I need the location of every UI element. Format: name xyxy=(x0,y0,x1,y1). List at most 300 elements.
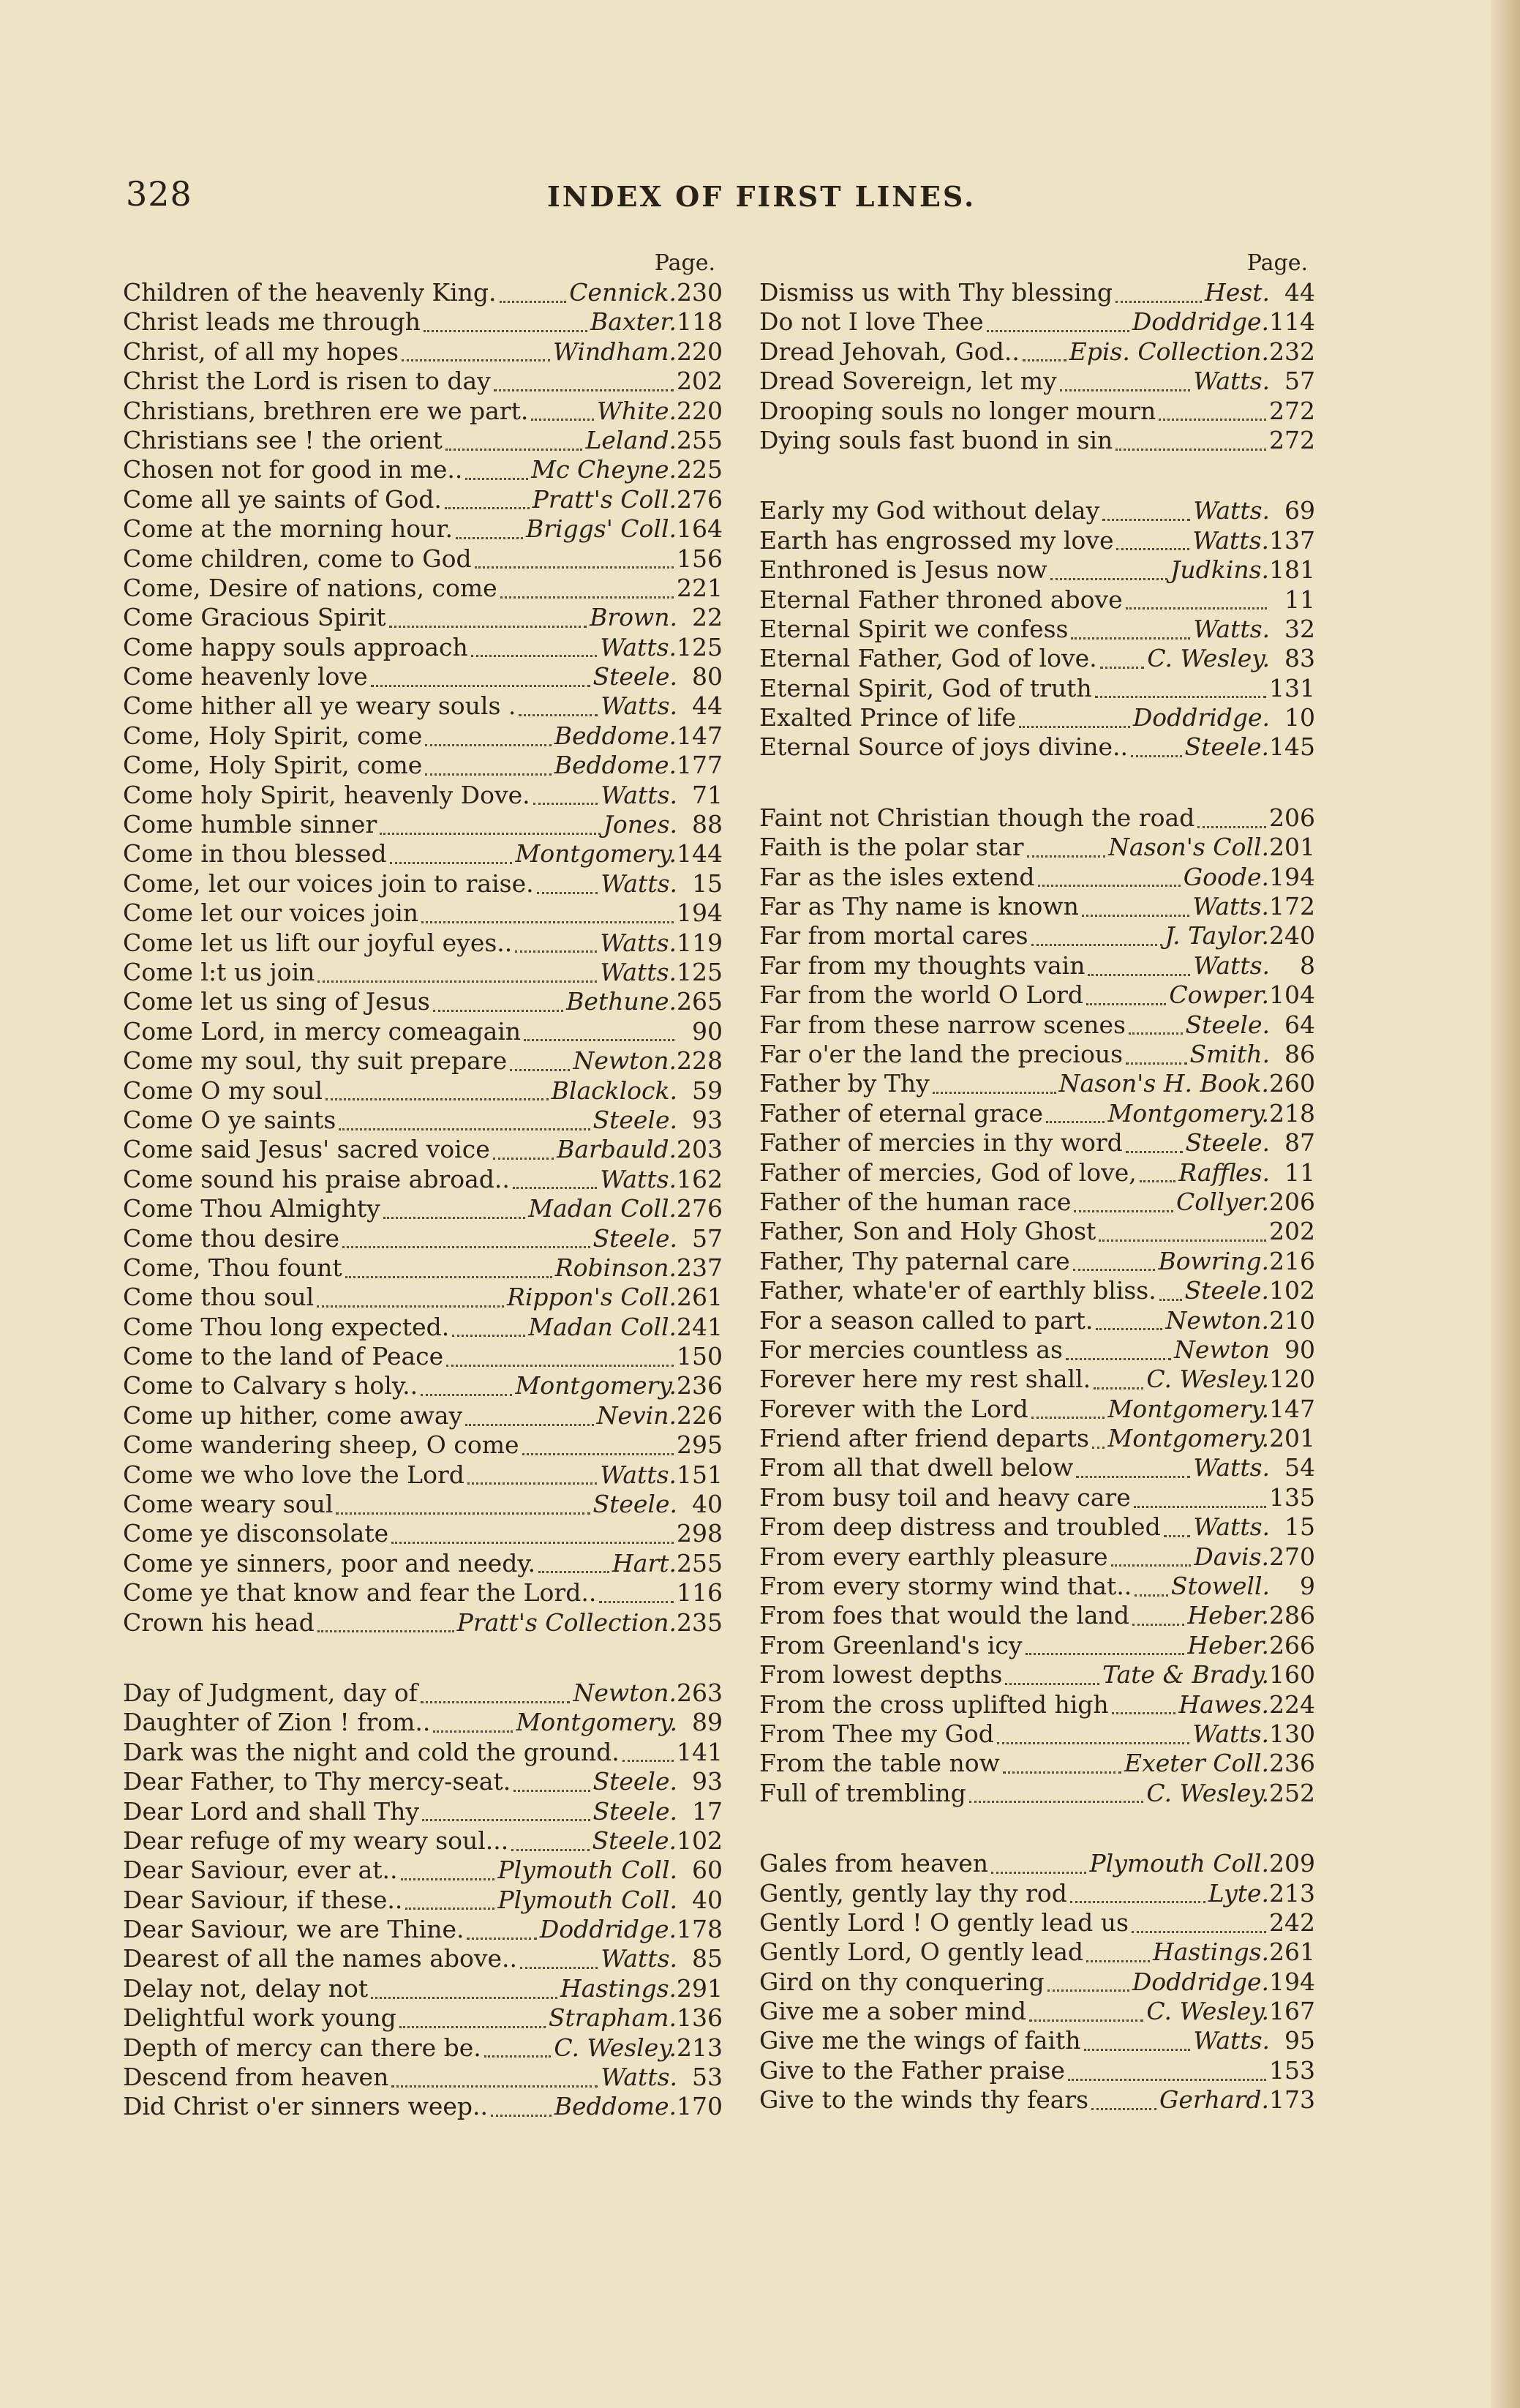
page-reference: 40 xyxy=(692,1490,723,1519)
entries-list xyxy=(123,278,723,2122)
page-reference: 95 xyxy=(1284,2026,1315,2055)
index-entry xyxy=(123,1460,723,1490)
page-reference: 144 xyxy=(677,839,723,869)
index-entry xyxy=(123,1974,723,2003)
author-source: Montgomery. xyxy=(1107,1394,1269,1423)
author-source: Watts. xyxy=(600,1460,677,1489)
author-source: Watts. xyxy=(601,869,677,898)
first-line-text: Come at the morning hour. xyxy=(123,514,454,544)
dot-leader xyxy=(969,1792,1144,1803)
page-reference: 44 xyxy=(692,691,723,721)
page-reference: 141 xyxy=(677,1737,723,1766)
author-source: White. xyxy=(596,396,677,425)
author-source: Hart. xyxy=(612,1548,677,1578)
dot-leader xyxy=(1047,1981,1129,1992)
dot-leader xyxy=(933,1083,1056,1094)
index-entry xyxy=(759,1879,1315,1908)
index-entry xyxy=(759,1365,1315,1394)
author-source: Montgomery. xyxy=(515,1371,677,1400)
author-source: Beddome. xyxy=(554,751,677,780)
dot-leader xyxy=(336,1504,590,1515)
first-line-text: Christ leads me through xyxy=(123,307,421,337)
author-source: Smith. xyxy=(1189,1039,1270,1068)
dot-leader xyxy=(391,1533,674,1544)
dot-leader xyxy=(997,1733,1189,1744)
first-line-text: Give me a sober mind xyxy=(759,1997,1026,2026)
index-entry xyxy=(123,1679,723,1708)
dot-leader xyxy=(390,853,513,864)
dot-leader xyxy=(1074,1201,1173,1212)
index-entry xyxy=(123,1519,723,1548)
author-source: Watts. xyxy=(601,691,677,721)
dot-leader xyxy=(494,380,674,391)
dot-leader xyxy=(465,469,528,480)
author-source: Stowell. xyxy=(1170,1572,1270,1601)
dot-leader xyxy=(433,1001,563,1012)
entries-list xyxy=(759,278,1315,2115)
index-entry xyxy=(759,1010,1315,1040)
dot-leader xyxy=(456,528,523,539)
author-source: Hastings. xyxy=(1152,1938,1269,1967)
dot-leader xyxy=(1159,1290,1182,1301)
dot-leader xyxy=(425,735,552,746)
page-reference: 93 xyxy=(692,1767,723,1796)
page-reference: 221 xyxy=(677,573,723,602)
author-source: Jones. xyxy=(603,810,677,839)
author-source: Raffles. xyxy=(1178,1158,1270,1187)
dot-leader xyxy=(515,942,597,953)
dot-leader xyxy=(1086,994,1166,1005)
first-line-text: Dear refuge of my weary soul... xyxy=(123,1826,509,1855)
page-reference: 172 xyxy=(1269,892,1315,921)
author-source: Watts. xyxy=(1192,525,1269,555)
index-entry xyxy=(123,1708,723,1737)
page-reference: 8 xyxy=(1300,950,1315,980)
index-entry xyxy=(759,367,1315,396)
page-reference: 83 xyxy=(1284,644,1315,673)
first-line-text: Come up hither, come away xyxy=(123,1400,463,1430)
index-entry xyxy=(123,426,723,455)
author-source: Beddome. xyxy=(554,2092,677,2121)
author-source: Beddome. xyxy=(554,721,677,750)
page-reference: 295 xyxy=(677,1430,723,1460)
page-reference: 201 xyxy=(1269,833,1315,862)
first-line-text: Full of trembling xyxy=(759,1778,966,1807)
dot-leader xyxy=(484,2047,552,2058)
index-entry xyxy=(759,1542,1315,1572)
index-entry xyxy=(759,1779,1315,1808)
page-reference: 194 xyxy=(677,899,723,928)
page-reference: 177 xyxy=(677,751,723,780)
first-line-text: Christ the Lord is risen to day xyxy=(123,367,491,396)
first-line-text: Dear Lord and shall Thy xyxy=(123,1796,420,1826)
dot-leader xyxy=(446,1356,674,1367)
first-line-text: Come weary soul xyxy=(123,1490,334,1519)
author-source: Montgomery. xyxy=(1107,1098,1269,1128)
first-line-text: Gently Lord ! O gently lead us xyxy=(759,1908,1129,1937)
page-reference: 261 xyxy=(1269,1938,1315,1967)
index-entry xyxy=(123,633,723,662)
dot-leader xyxy=(467,1474,597,1485)
first-line-text: Eternal Source of joys divine.. xyxy=(759,732,1129,762)
first-line-text: Come l:t us join xyxy=(123,957,315,986)
page-reference: 93 xyxy=(692,1105,723,1134)
dot-leader xyxy=(519,705,598,716)
page-reference: 87 xyxy=(1284,1128,1315,1158)
first-line-text: Dread Jehovah, God.. xyxy=(759,337,1020,366)
dot-leader xyxy=(1029,2011,1143,2022)
index-entry xyxy=(759,1424,1315,1453)
author-source: Lyte. xyxy=(1208,1878,1269,1908)
index-entry xyxy=(759,1188,1315,1217)
index-entry xyxy=(759,863,1315,892)
first-line-text: Father, whate'er of earthly bliss. xyxy=(759,1276,1156,1305)
page-reference: 11 xyxy=(1284,585,1315,614)
first-line-text: Come in thou blessed xyxy=(123,839,387,869)
index-entry xyxy=(759,1749,1315,1778)
dot-leader xyxy=(1102,510,1190,521)
first-line-text: Do not I love Thee xyxy=(759,307,984,337)
first-line-text: Far as the isles extend xyxy=(759,862,1035,891)
first-line-text: From every stormy wind that.. xyxy=(759,1572,1132,1601)
author-source: Doddridge. xyxy=(539,1915,677,1944)
page-reference: 64 xyxy=(1284,1010,1315,1039)
index-entry xyxy=(759,555,1315,585)
first-line-text: Father of eternal grace xyxy=(759,1098,1043,1128)
dot-leader xyxy=(371,676,590,687)
first-line-text: From Greenland's icy xyxy=(759,1630,1023,1659)
dot-leader xyxy=(1026,1644,1185,1655)
dot-leader xyxy=(1086,1951,1150,1962)
page-reference: 240 xyxy=(1269,921,1315,950)
index-entry xyxy=(123,1915,723,1944)
author-source: Newton. xyxy=(1165,1305,1269,1335)
page-reference: 119 xyxy=(677,928,723,957)
section-gap xyxy=(123,1638,723,1679)
index-entry xyxy=(759,397,1315,426)
index-entry xyxy=(759,1512,1315,1542)
page-reference: 89 xyxy=(692,1708,723,1737)
dot-leader xyxy=(1084,2040,1191,2051)
first-line-text: Come hither all ye weary souls . xyxy=(123,691,516,721)
index-entry xyxy=(123,574,723,603)
dot-leader xyxy=(1091,2099,1156,2110)
index-entry xyxy=(123,1886,723,1915)
dot-leader xyxy=(1116,539,1189,550)
dot-leader xyxy=(1073,1260,1156,1271)
first-line-text: Come ye that know and fear the Lord.. xyxy=(123,1578,597,1608)
page-reference: 162 xyxy=(677,1164,723,1193)
author-source: Nason's H. Book. xyxy=(1058,1069,1269,1098)
author-source: Hawes. xyxy=(1178,1689,1269,1719)
page-reference: 53 xyxy=(692,2063,723,2092)
page-reference: 263 xyxy=(677,1678,723,1707)
page-reference: 60 xyxy=(692,1856,723,1885)
first-line-text: Come thou desire xyxy=(123,1223,340,1253)
first-line-text: Give to the Father praise xyxy=(759,2055,1065,2085)
dot-leader xyxy=(475,558,674,569)
index-entry xyxy=(123,514,723,544)
author-source: Watts. xyxy=(600,632,677,661)
page-reference: 181 xyxy=(1269,555,1315,585)
first-line-text: Gird on thy conquering xyxy=(759,1967,1045,1996)
author-source: Watts. xyxy=(1193,1453,1270,1482)
dot-leader xyxy=(1076,1467,1190,1478)
index-entry xyxy=(759,526,1315,555)
index-entry xyxy=(759,1217,1315,1246)
index-entry xyxy=(123,1767,723,1796)
first-line-text: Gently Lord, O gently lead xyxy=(759,1938,1084,1967)
page-reference: 147 xyxy=(677,721,723,750)
first-line-text: Depth of mercy can there be. xyxy=(123,2033,481,2062)
page-reference: 160 xyxy=(1269,1660,1315,1689)
page-reference: 242 xyxy=(1269,1908,1315,1937)
author-source: Watts. xyxy=(1193,614,1270,643)
page-reference: 210 xyxy=(1269,1305,1315,1335)
first-line-text: For mercies countless as xyxy=(759,1335,1063,1364)
first-line-text: Eternal Father throned above xyxy=(759,585,1123,614)
author-source: Montgomery. xyxy=(515,839,677,869)
dot-leader xyxy=(1071,629,1190,639)
index-entry xyxy=(759,1040,1315,1069)
page-reference: 202 xyxy=(677,367,723,396)
index-entry xyxy=(759,1128,1315,1158)
page-reference: 57 xyxy=(692,1223,723,1253)
index-entry xyxy=(123,869,723,899)
index-entry xyxy=(123,958,723,987)
first-line-text: Come happy souls approach xyxy=(123,632,468,661)
first-line-text: For a season called to part. xyxy=(759,1305,1094,1335)
page-reference: 266 xyxy=(1269,1630,1315,1659)
index-entry xyxy=(123,1944,723,1973)
author-source: Robinson. xyxy=(554,1253,677,1282)
page-reference: 237 xyxy=(677,1253,723,1282)
author-source: Tate & Brady. xyxy=(1102,1660,1269,1689)
first-line-text: Far from my thoughts vain xyxy=(759,950,1086,980)
page-reference: 9 xyxy=(1300,1572,1315,1601)
author-source: C. Wesley. xyxy=(1146,1997,1269,2026)
index-entry xyxy=(123,1194,723,1223)
page-reference: 298 xyxy=(677,1519,723,1548)
author-source: Plymouth Coll. xyxy=(497,1885,677,1914)
page-number: 328 xyxy=(126,174,192,214)
page-reference: 137 xyxy=(1269,525,1315,555)
dot-leader xyxy=(1050,569,1168,580)
index-entry xyxy=(759,1938,1315,1967)
page-reference: 201 xyxy=(1269,1424,1315,1453)
dot-leader xyxy=(1197,817,1266,828)
dot-leader xyxy=(371,1988,557,1999)
page-reference: 236 xyxy=(1269,1749,1315,1778)
index-entry xyxy=(759,1690,1315,1719)
page-reference: 10 xyxy=(1284,703,1315,732)
first-line-text: Come ye sinners, poor and needy. xyxy=(123,1548,536,1578)
page-reference: 173 xyxy=(1269,2085,1315,2115)
first-line-text: Come humble sinner xyxy=(123,810,377,839)
author-source: Watts. xyxy=(1192,1719,1269,1748)
index-entry xyxy=(759,1968,1315,1997)
dot-leader xyxy=(622,1751,674,1762)
page-reference: 209 xyxy=(1269,1849,1315,1878)
index-entry xyxy=(759,703,1315,732)
first-line-text: Children of the heavenly King. xyxy=(123,278,497,307)
author-source: Steele. xyxy=(592,1223,677,1253)
first-line-text: Exalted Prince of life xyxy=(759,703,1017,732)
dot-leader xyxy=(383,1208,525,1219)
first-line-text: Come all ye saints of God. xyxy=(123,484,442,514)
dot-leader xyxy=(1023,350,1066,361)
index-entry xyxy=(123,751,723,780)
page-reference: 224 xyxy=(1269,1689,1315,1719)
author-source: Bowring. xyxy=(1158,1246,1269,1275)
author-source: Steele. xyxy=(592,1767,677,1796)
page-reference: 230 xyxy=(677,278,723,307)
author-source: Rippon's Coll. xyxy=(507,1283,677,1312)
first-line-text: Come, Desire of nations, come xyxy=(123,573,497,602)
first-line-text: Far from mortal cares xyxy=(759,921,1028,950)
author-source: Plymouth Coll. xyxy=(497,1856,677,1885)
index-entry xyxy=(123,1738,723,1767)
first-line-text: Father by Thy xyxy=(759,1069,930,1098)
dot-leader xyxy=(1003,1763,1121,1774)
author-source: Steele. xyxy=(1185,1128,1270,1158)
first-line-text: Dear Saviour, if these.. xyxy=(123,1885,403,1914)
first-line-text: Dying souls fast buond in sin xyxy=(759,425,1113,454)
author-source: Hest. xyxy=(1205,278,1270,307)
page-reference: 228 xyxy=(677,1046,723,1076)
author-source: Judkins. xyxy=(1170,555,1269,585)
index-entry xyxy=(759,1660,1315,1689)
first-line-text: Come Gracious Spirit xyxy=(123,603,386,632)
dot-leader xyxy=(1019,717,1130,728)
first-line-text: Come Thou Almighty xyxy=(123,1194,380,1223)
page-reference: 125 xyxy=(677,957,723,986)
page-reference: 156 xyxy=(677,544,723,573)
first-line-text: Come my soul, thy suit prepare xyxy=(123,1046,508,1076)
first-line-text: Come let our voices join xyxy=(123,899,419,928)
first-line-text: From deep distress and troubled xyxy=(759,1512,1161,1542)
dot-leader xyxy=(339,1119,590,1130)
page-reference: 32 xyxy=(1284,614,1315,643)
author-source: Windham. xyxy=(553,337,677,366)
page-reference: 130 xyxy=(1269,1719,1315,1748)
first-line-text: Christ, of all my hopes xyxy=(123,337,399,366)
first-line-text: Daughter of Zion ! from.. xyxy=(123,1708,431,1737)
index-entry xyxy=(759,278,1315,307)
dot-leader xyxy=(425,765,552,776)
index-entry xyxy=(759,1335,1315,1365)
author-source: Watts. xyxy=(1193,2026,1270,2055)
dot-leader xyxy=(1126,599,1267,609)
first-line-text: Dearest of all the names above.. xyxy=(123,1944,518,1973)
author-source: Steele. xyxy=(592,1105,677,1134)
page-reference: 90 xyxy=(1284,1335,1315,1364)
index-entry xyxy=(759,892,1315,921)
page-reference: 80 xyxy=(692,662,723,691)
author-source: Steele. xyxy=(1185,1010,1270,1039)
first-line-text: Come O my soul xyxy=(123,1076,323,1105)
index-entry xyxy=(123,603,723,632)
page-reference: 220 xyxy=(677,396,723,425)
dot-leader xyxy=(493,1149,554,1160)
first-line-text: From all that dwell below xyxy=(759,1453,1074,1482)
dot-leader xyxy=(1111,1556,1192,1567)
dot-leader xyxy=(471,646,598,657)
first-line-text: Come holy Spirit, heavenly Dove. xyxy=(123,780,530,809)
index-entry xyxy=(123,2003,723,2033)
dot-leader xyxy=(380,824,600,835)
column-header: Page. xyxy=(654,250,715,276)
index-entry xyxy=(759,2085,1315,2115)
dot-leader xyxy=(317,1621,454,1632)
first-line-text: Far from these narrow scenes xyxy=(759,1010,1126,1039)
author-source: Pratt's Coll. xyxy=(532,484,677,514)
first-line-text: Father of the human race xyxy=(759,1187,1072,1216)
page-reference: 260 xyxy=(1269,1069,1315,1098)
page-reference: 261 xyxy=(677,1283,723,1312)
dot-leader xyxy=(533,794,598,805)
author-source: Bethune. xyxy=(566,987,677,1016)
author-source: Newton. xyxy=(573,1678,677,1707)
author-source: Gerhard. xyxy=(1159,2085,1269,2115)
author-source: Montgomery. xyxy=(1107,1424,1269,1453)
dot-leader xyxy=(538,1562,609,1573)
page-reference: 17 xyxy=(692,1796,723,1826)
first-line-text: Come let us sing of Jesus xyxy=(123,987,430,1016)
index-entry xyxy=(759,644,1315,673)
author-source: Collyer. xyxy=(1175,1187,1269,1216)
index-entry xyxy=(123,367,723,396)
page-reference: 59 xyxy=(692,1076,723,1105)
index-entry xyxy=(759,1276,1315,1305)
author-source: Pratt's Collection. xyxy=(456,1608,677,1637)
author-source: Leland. xyxy=(585,425,677,454)
index-entry xyxy=(759,1908,1315,1938)
index-entry xyxy=(759,833,1315,862)
first-line-text: Come thou soul xyxy=(123,1283,315,1312)
first-line-text: Gently, gently lay thy rod xyxy=(759,1878,1067,1908)
index-entry xyxy=(759,496,1315,525)
page-edge xyxy=(1491,0,1520,2408)
page-reference: 44 xyxy=(1284,278,1315,307)
page-reference: 135 xyxy=(1269,1482,1315,1512)
index-entry xyxy=(759,1247,1315,1276)
page-reference: 167 xyxy=(1269,1997,1315,2026)
dot-leader xyxy=(345,1267,552,1278)
author-source: Davis. xyxy=(1194,1542,1269,1571)
index-entry xyxy=(759,921,1315,950)
dot-leader xyxy=(513,1781,590,1792)
author-source: Doddridge. xyxy=(1132,1967,1269,1996)
page-reference: 194 xyxy=(1269,1967,1315,1996)
page-reference: 235 xyxy=(677,1608,723,1637)
first-line-text: Delay not, delay not xyxy=(123,1973,369,2003)
first-line-text: Drooping souls no longer mourn xyxy=(759,396,1156,425)
index-entry xyxy=(759,1572,1315,1601)
dot-leader xyxy=(1088,965,1190,976)
index-entry xyxy=(123,1342,723,1371)
index-entry xyxy=(123,1856,723,1885)
index-entry xyxy=(759,2056,1315,2085)
dot-leader xyxy=(1126,1142,1183,1153)
dot-leader xyxy=(1031,1408,1105,1419)
index-entry xyxy=(759,980,1315,1010)
page-reference: 213 xyxy=(1269,1878,1315,1908)
index-entry xyxy=(123,1253,723,1283)
dot-leader xyxy=(1131,746,1181,757)
index-entry xyxy=(123,1046,723,1076)
first-line-text: Chosen not for good in me.. xyxy=(123,455,463,484)
